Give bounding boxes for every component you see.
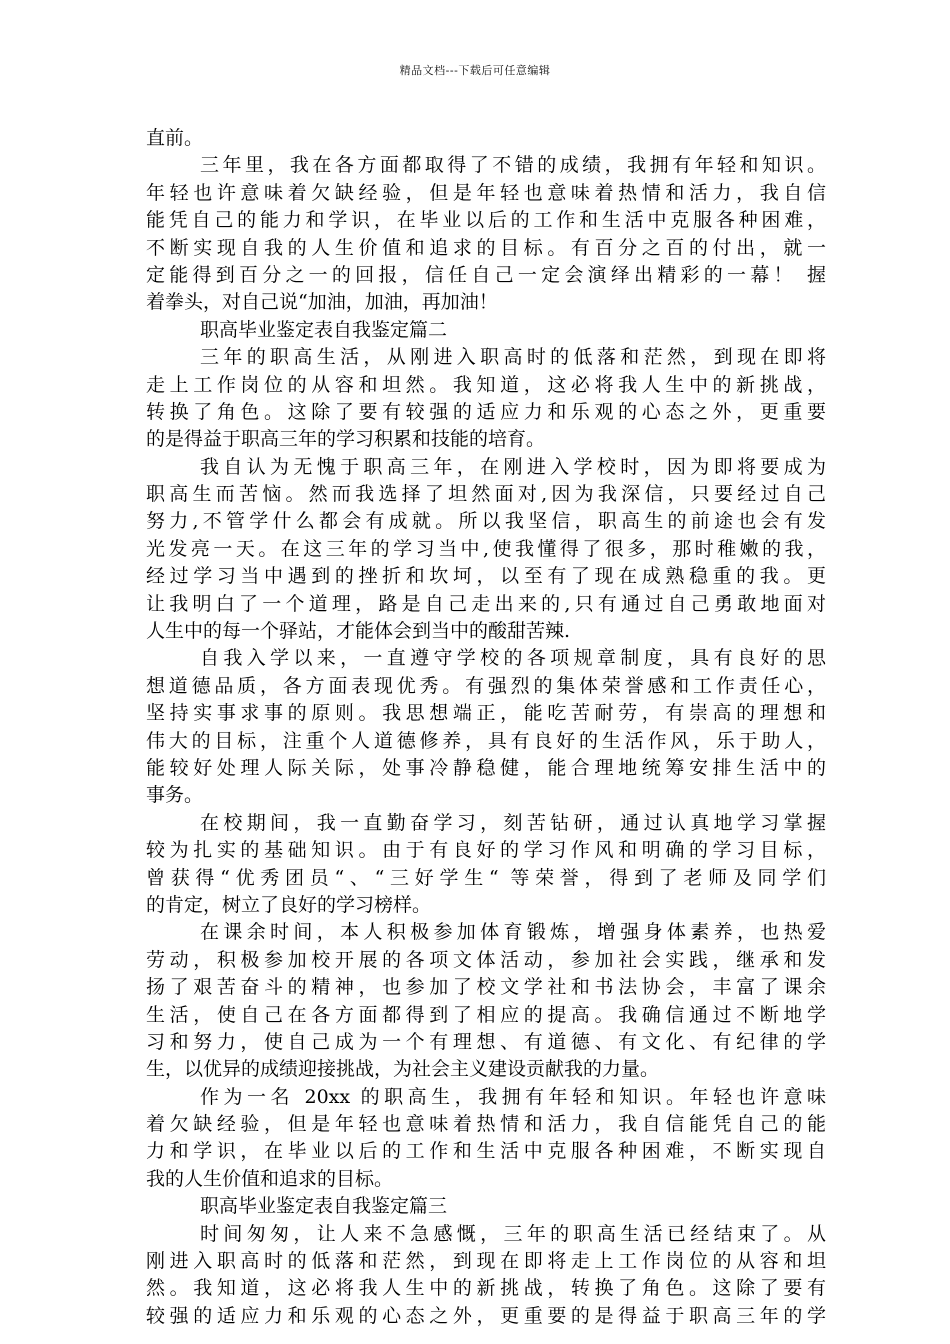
text-line: 直前。: [146, 127, 204, 149]
text-line: 职高生而苦恼。然而我选择了坦然面对,因为我深信，只要经过自己: [146, 483, 826, 506]
text-line: 的肯定，树立了良好的学习榜样。: [146, 893, 432, 916]
text-line: 伟大的目标，注重个人道德修养，具有良好的生活作风，乐于助人，: [146, 729, 826, 752]
text-line: 生活，使自己在各方面都得到了相应的提高。我确信通过不断地学: [146, 1003, 826, 1026]
text-line: 定能得到百分之一的回报，信任自己一定会演绎出精彩的一幕！ 握: [146, 263, 826, 286]
text-line: 走上工作岗位的从容和坦然。我知道，这必将我人生中的新挑战，: [146, 373, 826, 396]
text-line: 三年的职高生活，从刚进入职高时的低落和茫然，到现在即将: [200, 346, 826, 369]
text-line: 刚进入职高时的低落和茫然，到现在即将走上工作岗位的从容和坦: [146, 1250, 826, 1273]
text-line: 年轻也许意味着欠缺经验，但是年轻也意味着热情和活力，我自信: [146, 181, 826, 204]
text-line: 作为一名 20xx 的职高生，我拥有年轻和知识。年轻也许意味: [200, 1085, 826, 1108]
text-line: 在课余时间，本人积极参加体育锻炼，增强身体素养，也热爱: [200, 921, 826, 944]
text-line: 曾获得“优秀团员“、“三好学生“ 等荣誉，得到了老师及同学们: [146, 866, 826, 889]
text-line: 较为扎实的基础知识。由于有良好的学习作风和明确的学习目标，: [146, 839, 826, 862]
text-line: 在校期间，我一直勤奋学习，刻苦钻研，通过认真地学习掌握: [200, 811, 826, 834]
text-line: 转换了角色。这除了要有较强的适应力和乐观的心态之外，更重要: [146, 400, 826, 423]
text-line: 的是得益于职高三年的学习积累和技能的培育。: [146, 428, 546, 451]
text-line: 努力,不管学什么都会有成就。所以我坚信，职高生的前途也会有发: [146, 510, 826, 533]
text-line: 较强的适应力和乐观的心态之外，更重要的是得益于职高三年的学: [146, 1304, 826, 1327]
text-line: 然。我知道，这必将我人生中的新挑战，转换了角色。这除了要有: [146, 1277, 826, 1300]
text-line: 人生中的每一个驿站，才能体会到当中的酸甜苦辣.: [146, 620, 571, 643]
text-line: 能较好处理人际关际，处事冷静稳健，能合理地统筹安排生活中的: [146, 756, 826, 779]
text-line: 我自认为无愧于职高三年，在刚进入学校时，因为即将要成为: [200, 455, 826, 478]
text-line: 想道德品质，各方面表现优秀。有强烈的集体荣誉感和工作责任心，: [146, 674, 826, 697]
text-line: 扬了艰苦奋斗的精神，也参加了校文学社和书法协会，丰富了课余: [146, 976, 826, 999]
text-line: 习和努力，使自己成为一个有理想、有道德、有文化、有纪律的学: [146, 1030, 826, 1053]
text-line: 三年里，我在各方面都取得了不错的成绩，我拥有年轻和知识。: [200, 154, 826, 177]
section-heading: 职高毕业鉴定表自我鉴定篇三: [200, 1195, 448, 1218]
text-line: 事务。: [146, 784, 204, 807]
text-line: 经过学习当中遇到的挫折和坎坷，以至有了现在成熟稳重的我。更: [146, 565, 826, 588]
document-body: [146, 125, 826, 1330]
text-line: 光发亮一天。在这三年的学习当中,使我懂得了很多，那时稚嫩的我，: [146, 537, 826, 560]
text-line: 力和学识，在毕业以后的工作和生活中克服各种困难，不断实现自: [146, 1140, 826, 1163]
text-line: 生，以优异的成绩迎接挑战，为社会主义建设贡献我的力量。: [146, 1058, 660, 1081]
page-header: 精品文档---下载后可任意编辑: [399, 64, 551, 77]
text-line: 自我入学以来，一直遵守学校的各项规章制度，具有良好的思: [200, 647, 826, 670]
text-line: 时间匆匆，让人来不急感慨，三年的职高生活已经结束了。从: [200, 1222, 826, 1245]
text-line: 坚持实事求事的原则。我思想端正，能吃苦耐劳，有崇高的理想和: [146, 702, 826, 725]
text-line: 着欠缺经验，但是年轻也意味着热情和活力，我自信能凭自己的能: [146, 1113, 826, 1136]
text-line: 着拳头，对自己说“加油，加油，再加油！: [146, 291, 498, 314]
text-line: 劳动，积极参加校开展的各项文体活动，参加社会实践，继承和发: [146, 948, 826, 971]
text-line: 让我明白了一个道理，路是自己走出来的,只有通过自己勇敢地面对: [146, 592, 826, 615]
text-line: 不断实现自我的人生价值和追求的目标。有百分之百的付出，就一: [146, 236, 826, 259]
text-line: 我的人生价值和追求的目标。: [146, 1167, 394, 1190]
text-line: 能凭自己的能力和学识，在毕业以后的工作和生活中克服各种困难，: [146, 209, 826, 232]
section-heading: 职高毕业鉴定表自我鉴定篇二: [200, 318, 448, 341]
